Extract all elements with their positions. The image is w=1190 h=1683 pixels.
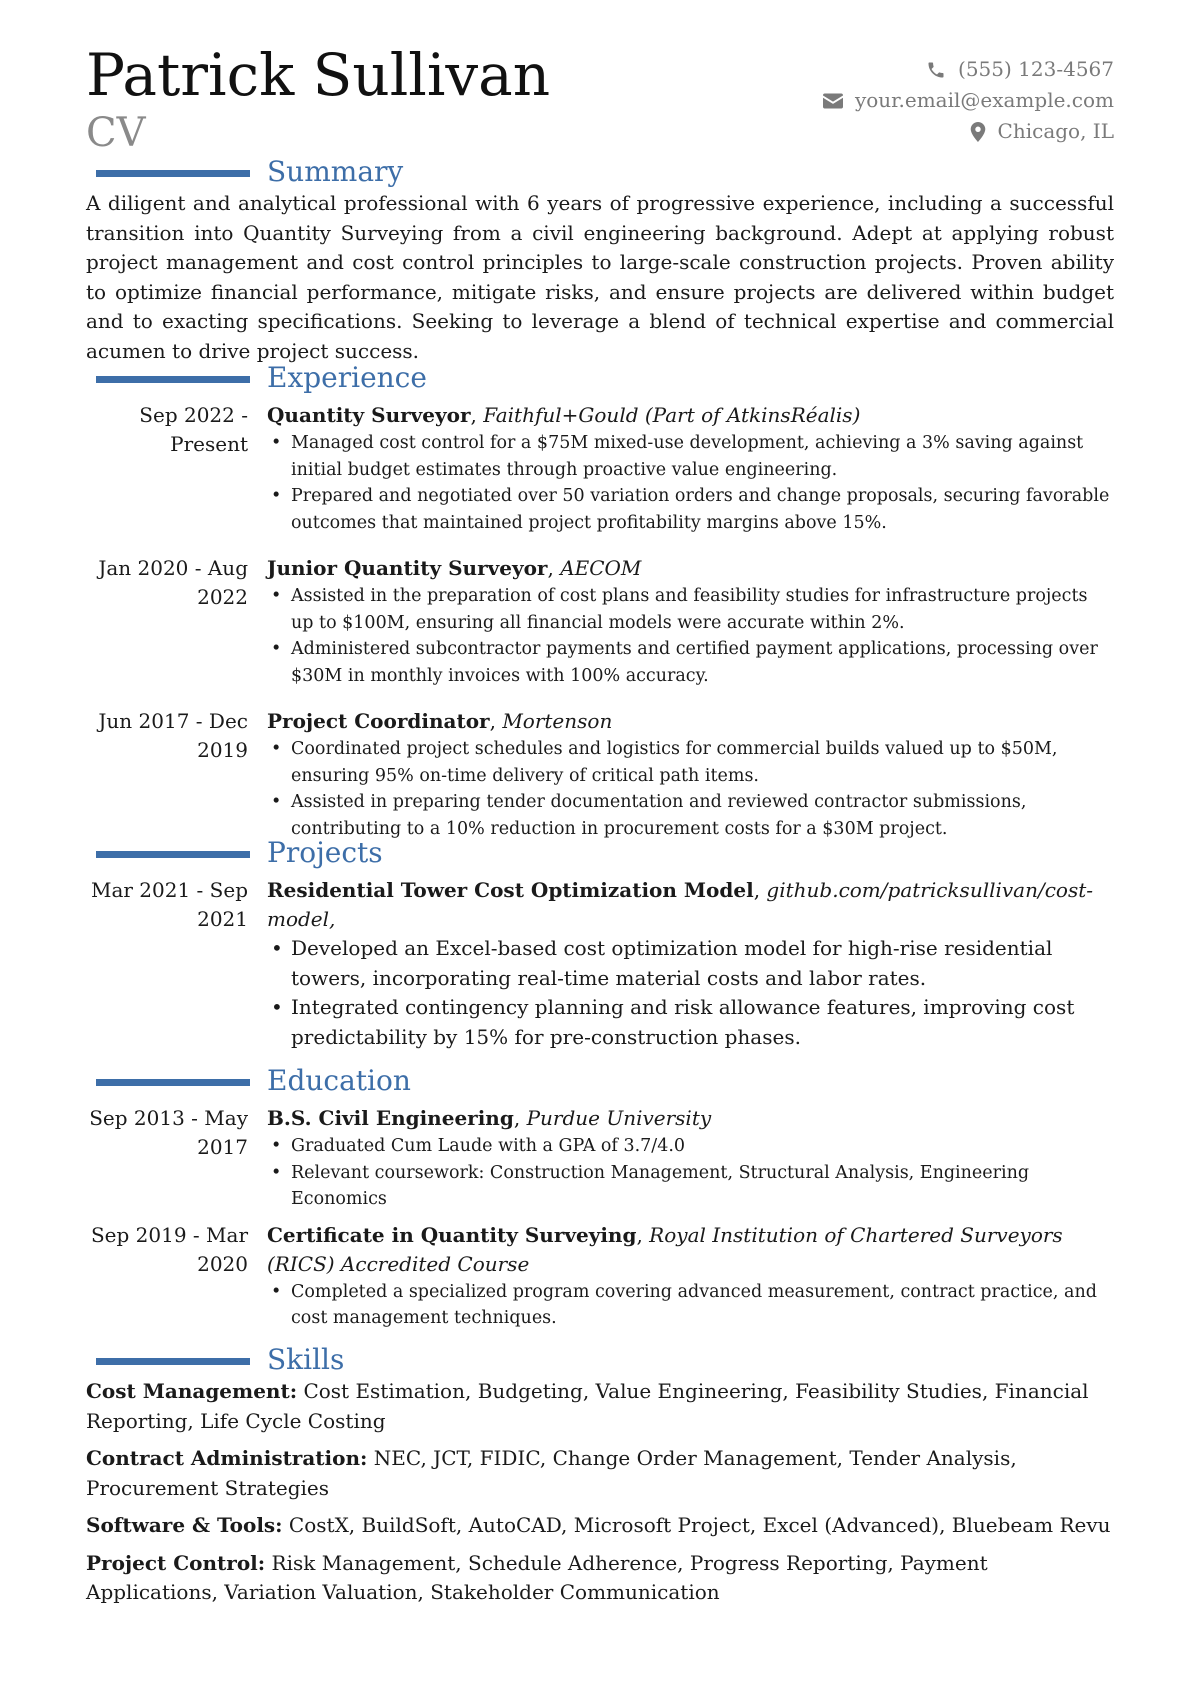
section-bar <box>96 1079 250 1086</box>
entry-date: Jun 2017 - Dec 2019 <box>98 709 248 762</box>
project-link[interactable]: github.com/patricksullivan/cost-model, <box>267 878 1094 931</box>
list-item: • Relevant coursework: Construction Management, Structural Analysis, Engineering Economics <box>267 1160 1114 1213</box>
entry-bullets <box>267 934 1114 1052</box>
contact-block <box>823 54 1114 147</box>
section-title: Education <box>267 1064 411 1097</box>
list-item: • Graduated Cum Laude with a GPA of 3.7/4.0 <box>267 1133 1114 1160</box>
entry-bullets <box>267 1133 1114 1213</box>
entry-title: Project Coordinator, Mortenson <box>267 709 613 733</box>
list-item: • Assisted in preparing tender documentation and reviewed contractor submissions, contributing to a 10% reduction in procurement costs for a $30M project. <box>267 789 1114 842</box>
entry-role: Junior Quantity Surveyor <box>267 556 548 580</box>
entry-role: Certificate in Quantity Surveying <box>267 1222 637 1247</box>
entry-date: Mar 2021 - Sep 2021 <box>90 878 248 931</box>
section-title: Skills <box>267 1343 345 1376</box>
candidate-name: Patrick Sullivan <box>86 41 551 109</box>
entry-role: Quantity Surveyor <box>267 403 471 427</box>
section-bar <box>96 1358 250 1365</box>
entry-bullets <box>267 1279 1114 1332</box>
list-item: • Administered subcontractor payments and certified payment applications, processing over $30M in monthly invoices with 100% accuracy. <box>267 636 1114 689</box>
section-title: Summary <box>267 155 404 188</box>
list-item: • Managed cost control for a $75M mixed-use development, achieving a 3% saving against initial budget estimates through proactive value engineering. <box>267 430 1114 483</box>
entry-title: B.S. Civil Engineering, Purdue University <box>267 1106 712 1130</box>
phone-icon <box>926 60 946 80</box>
entry-role: Project Coordinator <box>267 709 490 733</box>
entry-date: Sep 2022 - Present <box>139 403 248 456</box>
skill-value: NEC, JCT, FIDIC, Change Order Management, Tender Analysis, Procurement Strategies <box>86 1446 1017 1500</box>
list-item: • Completed a specialized program covering advanced measurement, contract practice, and cost management techniques. <box>267 1279 1114 1332</box>
skills-section <box>86 1343 1114 1616</box>
envelope-icon <box>823 93 843 109</box>
contact-phone[interactable] <box>823 54 1114 85</box>
project-entry <box>86 876 1114 1052</box>
skill-label: Software & Tools: <box>86 1513 283 1537</box>
education-heading <box>86 1064 1114 1098</box>
skill-label: Cost Management: <box>86 1379 298 1403</box>
skill-value: Cost Estimation, Budgeting, Value Engineering, Feasibility Studies, Financial Reporting, Life Cycle Costing <box>86 1379 1089 1433</box>
entry-date: Sep 2019 - Mar 2020 <box>90 1222 248 1276</box>
skill-value: Risk Management, Schedule Adherence, Progress Reporting, Payment Applications, Variation Valuation, Stakeholder Communication <box>86 1550 988 1604</box>
projects-heading <box>86 836 1114 870</box>
skills-heading <box>86 1343 1114 1377</box>
phone-text: (555) 123-4567 <box>958 57 1114 81</box>
entry-role: Residential Tower Cost Optimization Model <box>267 878 754 902</box>
section-title: Projects <box>267 836 383 869</box>
entry-title: Certificate in Quantity Surveying, Royal Institution of Chartered Surveyors (RICS) Accredited Course <box>267 1222 1063 1276</box>
education-entry <box>86 1104 1114 1213</box>
entry-org: Faithful+Gould (Part of AtkinsRéalis) <box>483 403 861 427</box>
entry-org: Mortenson <box>502 709 613 733</box>
skill-label: Contract Administration: <box>86 1446 368 1470</box>
section-bar <box>96 170 250 177</box>
entry-date: Jan 2020 - Aug 2022 <box>98 556 248 609</box>
location-text: Chicago, IL <box>997 119 1114 143</box>
education-entry <box>86 1221 1114 1332</box>
section-bar <box>96 376 250 383</box>
map-pin-icon <box>970 122 986 142</box>
entry-date: Sep 2013 - May 2017 <box>89 1106 248 1159</box>
list-item: • Integrated contingency planning and risk allowance features, improving cost predictability by 15% for pre-construction phases. <box>267 993 1114 1052</box>
summary-heading <box>86 155 1114 189</box>
entry-title: Residential Tower Cost Optimization Model, github.com/patricksullivan/cost-model, <box>267 878 1094 931</box>
experience-entry <box>86 401 1114 536</box>
list-item: • Developed an Excel-based cost optimization model for high-rise residential towers, incorporating real-time material costs and labor rates. <box>267 934 1114 993</box>
document-subtitle: CV <box>86 110 146 156</box>
entry-org: Royal Institution of Chartered Surveyors (RICS) Accredited Course <box>267 1222 1063 1276</box>
entry-org: Purdue University <box>526 1106 712 1130</box>
projects-section <box>86 836 1114 1052</box>
summary-section <box>86 155 1114 366</box>
experience-section <box>86 361 1114 842</box>
experience-entry <box>86 554 1114 689</box>
entry-title: Junior Quantity Surveyor, AECOM <box>267 556 642 580</box>
email-text: your.email@example.com <box>854 88 1114 112</box>
section-bar <box>96 851 250 858</box>
list-item: • Prepared and negotiated over 50 variation orders and change proposals, securing favorable outcomes that maintained project profitability margins above 15%. <box>267 483 1114 536</box>
entry-title: Quantity Surveyor, Faithful+Gould (Part of AtkinsRéalis) <box>267 403 861 427</box>
experience-heading <box>86 361 1114 395</box>
entry-org: AECOM <box>560 556 642 580</box>
experience-entry <box>86 707 1114 842</box>
list-item: • Coordinated project schedules and logistics for commercial builds valued up to $50M, ensuring 95% on-time delivery of critical path items. <box>267 736 1114 789</box>
summary-text: A diligent and analytical professional with 6 years of progressive experience, including a successful transition into Quantity Surveying from a civil engineering background. Adept at applying robust project management and cost control principles to large-scale construction projects. Proven ability to optimize financial performance, mitigate risks, and ensure projects are delivered within budget and to exacting specifications. Seeking to leverage a blend of technical expertise and commercial acumen to drive project success. <box>86 191 1114 363</box>
section-title: Experience <box>267 361 427 394</box>
skill-label: Project Control: <box>86 1550 266 1575</box>
list-item: • Assisted in the preparation of cost plans and feasibility studies for infrastructure projects up to $100M, ensuring all financial models were accurate within 2%. <box>267 583 1114 636</box>
contact-email[interactable] <box>823 85 1114 116</box>
entry-bullets <box>267 583 1114 689</box>
education-section <box>86 1064 1114 1332</box>
entry-role: B.S. Civil Engineering <box>267 1106 514 1130</box>
skill-group <box>86 1377 1114 1436</box>
entry-bullets <box>267 736 1114 842</box>
contact-location <box>823 116 1114 147</box>
entry-bullets <box>267 430 1114 536</box>
skill-value: CostX, BuildSoft, AutoCAD, Microsoft Project, Excel (Advanced), Bluebeam Revu <box>288 1513 1111 1537</box>
skill-group <box>86 1511 1114 1541</box>
skill-group <box>86 1444 1114 1503</box>
skill-group <box>86 1549 1114 1608</box>
